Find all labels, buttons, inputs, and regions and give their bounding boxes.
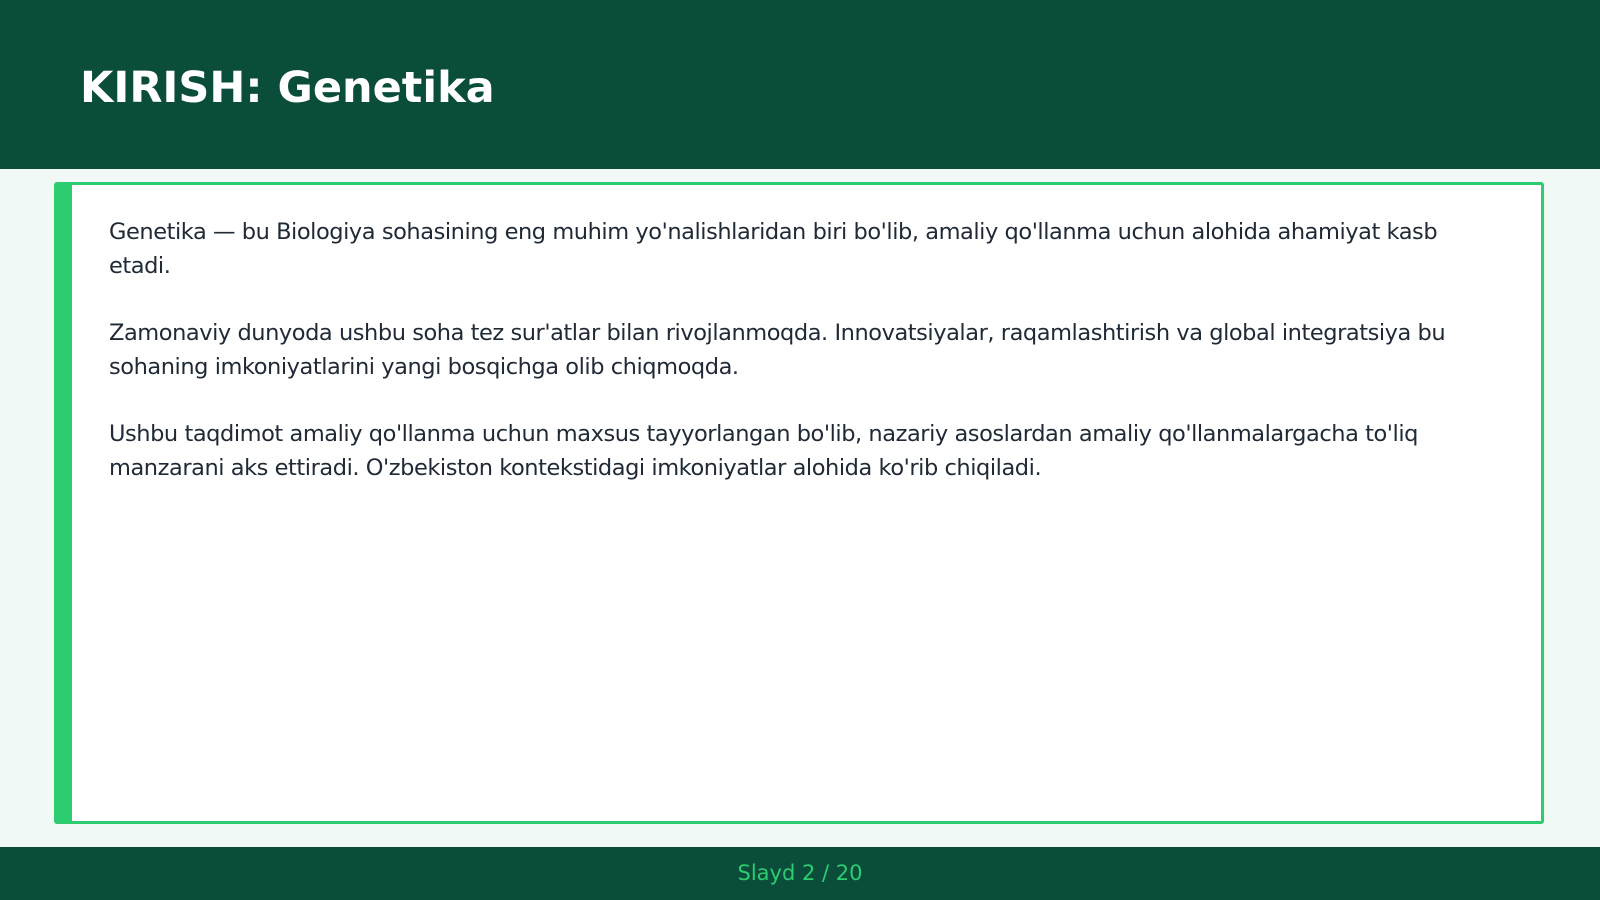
slide-footer [0,847,1600,900]
slide-header [0,0,1600,169]
content-panel [54,182,1544,824]
slide-title: KIRISH: Genetika [80,63,495,113]
paragraph-presentation-purpose: Ushbu taqdimot amaliy qo'llanma uchun maxsus tayyorlangan bo'lib, nazariy asoslardan amaliy qo'llanmalargacha to'liq manzarani aks ettiradi. O'zbekiston kontekstidagi imkoniyatlar alohida ko'rib chiqiladi. [109,421,1418,481]
content-body [109,215,1481,518]
slide-counter: Slayd 2 / 20 [737,861,863,885]
paragraph-modern-world: Zamonaviy dunyoda ushbu soha tez sur'atlar bilan rivojlanmoqda. Innovatsiyalar, raqamlashtirish va global integratsiya bu sohaning imkoniyatlarini yangi bosqichga olib chiqmoqda. [109,320,1446,380]
paragraph-intro: Genetika — bu Biologiya sohasining eng muhim yo'nalishlaridan biri bo'lib, amaliy qo'llanma uchun alohida ahamiyat kasb etadi. [109,219,1438,279]
